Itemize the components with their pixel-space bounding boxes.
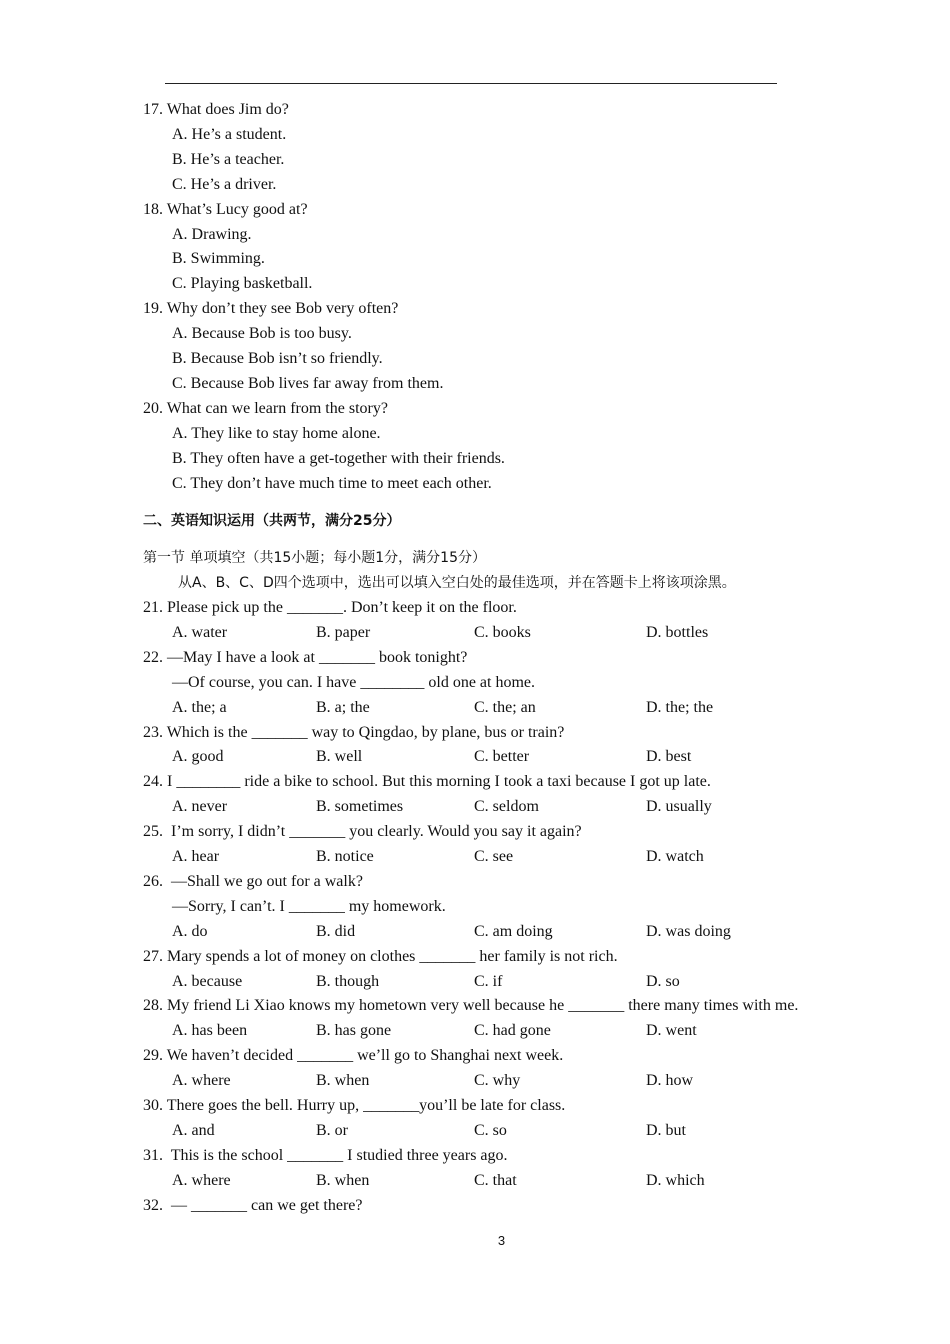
option-text: C. see: [474, 848, 514, 865]
option-text: C. books: [474, 623, 531, 641]
option-text: C. if: [474, 972, 503, 990]
option-row: [172, 1121, 822, 1141]
option-text: B. a; the: [316, 698, 370, 716]
option-text: C. the; an: [474, 698, 536, 716]
option-text: D. bottles: [646, 623, 709, 641]
option-text: A. and: [172, 1121, 215, 1139]
question-text: 29. We haven’t decided _______ we’ll go to Shanghai next week.: [143, 1047, 564, 1065]
option-text: A. good: [172, 748, 224, 766]
option-text: A. water: [172, 623, 228, 641]
question-text: 18. What’s Lucy good at?: [143, 200, 308, 218]
question-text: 26. —Shall we go out for a walk?: [143, 872, 363, 890]
option-text: D. best: [646, 748, 692, 766]
option-text: A. hear: [172, 848, 220, 865]
option-text: C. am doing: [474, 922, 553, 940]
option-text: B. has gone: [316, 1022, 392, 1040]
question-text: 17. What does Jim do?: [143, 101, 289, 118]
option-text: C. He’s a driver.: [172, 175, 277, 193]
question-text: 19. Why don’t they see Bob very often?: [143, 300, 399, 318]
option-text: B. when: [316, 1072, 370, 1090]
question-text: 20. What can we learn from the story?: [143, 399, 388, 417]
question-text: 23. Which is the _______ way to Qingdao, by plane, bus or train?: [143, 723, 565, 741]
option-text: C. that: [474, 1171, 517, 1189]
option-text: C. They don’t have much time to meet each other.: [172, 474, 492, 492]
option-text: B. He’s a teacher.: [172, 150, 285, 168]
option-text: B. They often have a get-together with their friends.: [172, 449, 505, 467]
option-text: B. Swimming.: [172, 250, 265, 268]
question-text: 25. I’m sorry, I didn’t _______ you clearly. Would you say it again?: [143, 823, 582, 841]
option-text: C. Because Bob lives far away from them.: [172, 374, 444, 392]
option-text: A. has been: [172, 1022, 248, 1040]
option-text: A. Drawing.: [172, 225, 252, 243]
option-text: C. why: [474, 1072, 521, 1090]
option-text: D. went: [646, 1022, 697, 1040]
question-text: 30. There goes the bell. Hurry up, _______you’ll be late for class.: [143, 1097, 566, 1114]
option-text: A. never: [172, 798, 228, 816]
option-text: C. had gone: [474, 1022, 551, 1040]
option-row: [172, 797, 822, 817]
option-text: D. so: [646, 972, 680, 990]
option-row: [172, 1171, 822, 1191]
question-text: 22. —May I have a look at _______ book tonight?: [143, 648, 468, 666]
question-text: 24. I ________ ride a bike to school. But this morning I took a taxi because I got up late.: [143, 773, 711, 791]
option-text: B. sometimes: [316, 798, 404, 816]
header-rule: [165, 83, 777, 84]
option-text: D. the; the: [646, 698, 714, 716]
option-row: [172, 922, 822, 942]
option-text: C. so: [474, 1121, 507, 1139]
option-text: B. well: [316, 748, 363, 766]
question-text: 27. Mary spends a lot of money on clothes _______ her family is not rich.: [143, 947, 618, 965]
question-dialogue-line: —Sorry, I can’t. I _______ my homework.: [172, 897, 446, 915]
question-text: 28. My friend Li Xiao knows my hometown very well because he _______ there many times with me.: [143, 997, 799, 1015]
option-row: [172, 747, 822, 767]
option-text: D. which: [646, 1171, 705, 1189]
question-dialogue-line: —Of course, you can. I have ________ old one at home.: [172, 673, 536, 691]
option-text: B. when: [316, 1171, 370, 1189]
option-text: D. was doing: [646, 922, 731, 940]
option-text: B. notice: [316, 848, 374, 865]
instruction-text: 从A、B、C、D四个选项中，选出可以填入空白处的最佳选项，并在答题卡上将该项涂黑。: [178, 575, 736, 591]
question-text: 32. — _______ can we get there?: [143, 1196, 363, 1214]
subsection-title: 第一节 单项填空（共15小题；每小题1分，满分15分）: [143, 550, 486, 566]
option-text: B. did: [316, 922, 356, 940]
section-title: 二、英语知识运用（共两节，满分25分）: [143, 513, 401, 529]
option-text: B. or: [316, 1121, 348, 1139]
question-text: 21. Please pick up the _______. Don’t keep it on the floor.: [143, 599, 517, 616]
option-text: A. They like to stay home alone.: [172, 424, 381, 442]
option-text: B. though: [316, 972, 380, 990]
option-text: B. paper: [316, 623, 371, 641]
option-text: C. Playing basketball.: [172, 275, 313, 293]
option-row: [172, 1021, 822, 1041]
page-number: 3: [497, 1233, 506, 1248]
option-text: D. watch: [646, 848, 704, 865]
option-text: C. seldom: [474, 798, 539, 816]
option-row: [172, 972, 822, 992]
option-text: A. do: [172, 922, 208, 940]
option-text: C. better: [474, 748, 530, 766]
option-text: D. usually: [646, 798, 712, 816]
option-text: A. He’s a student.: [172, 125, 287, 143]
option-text: A. where: [172, 1072, 231, 1090]
option-text: D. but: [646, 1121, 686, 1139]
option-text: D. how: [646, 1072, 694, 1090]
option-text: A. because: [172, 972, 243, 990]
option-row: [172, 698, 822, 718]
option-text: A. where: [172, 1171, 231, 1189]
option-row: [172, 847, 822, 867]
question-text: 31. This is the school _______ I studied three years ago.: [143, 1146, 508, 1164]
option-row: [172, 1071, 822, 1091]
option-text: B. Because Bob isn’t so friendly.: [172, 350, 383, 367]
option-text: A. the; a: [172, 698, 227, 716]
option-text: A. Because Bob is too busy.: [172, 325, 352, 343]
option-row: [172, 623, 822, 643]
